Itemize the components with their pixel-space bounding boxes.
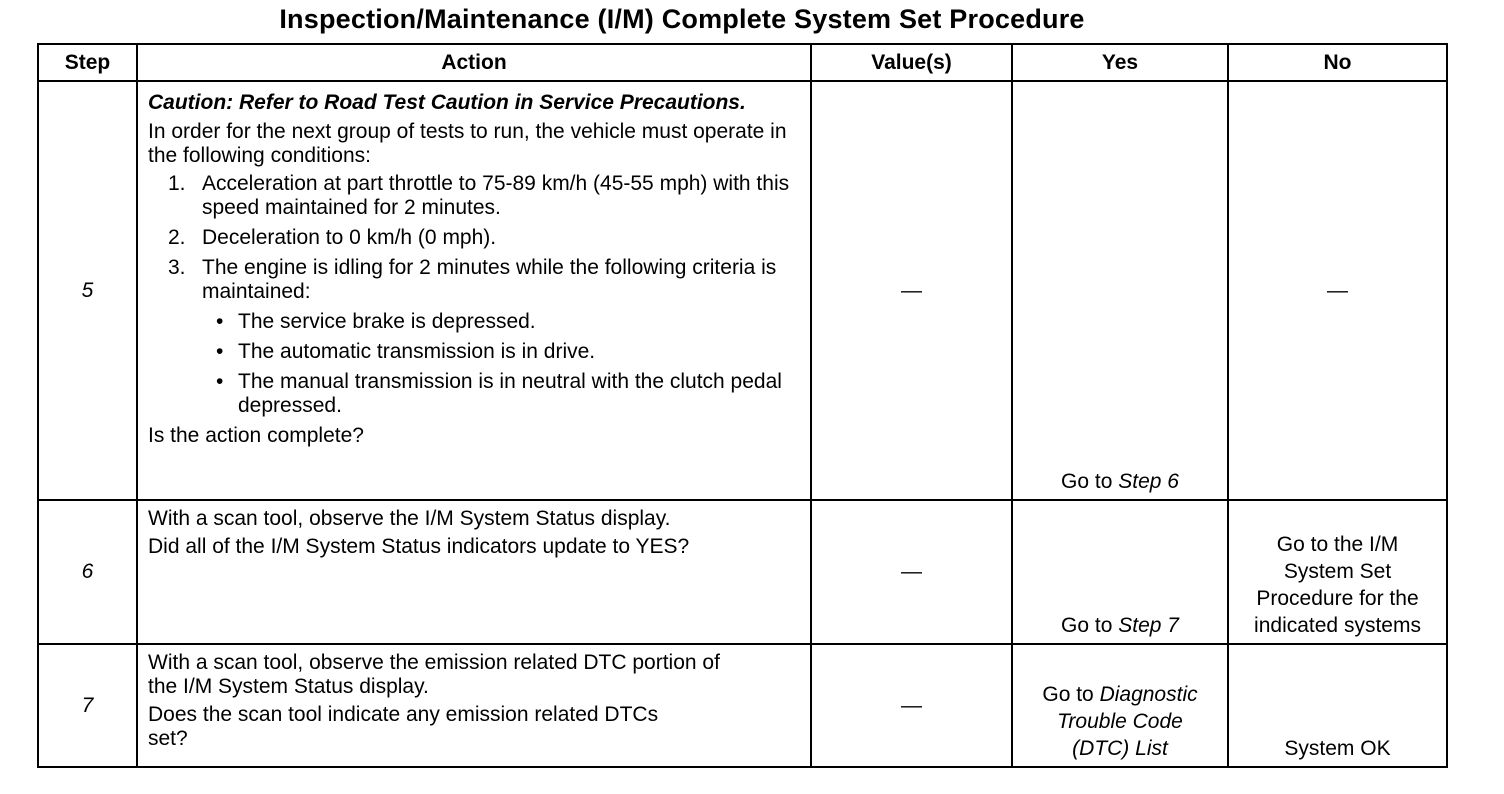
action-intro: In order for the next group of tests to run, the vehicle must operate in the following conditions: — [148, 120, 787, 167]
value-cell: — — [811, 81, 1012, 500]
header-action: Action — [137, 44, 811, 81]
yes-cell — [1012, 500, 1228, 644]
procedure-table — [37, 43, 1448, 768]
yes-link[interactable]: Step 7 — [1118, 614, 1179, 637]
bullet-item — [216, 370, 800, 418]
no-link[interactable]: Go to the I/M System Set Procedure for the indicated systems — [1254, 533, 1421, 637]
step-number: 6 — [38, 500, 137, 644]
yes-prefix: Go to — [1061, 614, 1119, 637]
header-row — [38, 44, 1447, 81]
yes-link[interactable]: Diagnostic Trouble Code (DTC) List — [1057, 683, 1198, 760]
caution-text: Caution: Refer to Road Test Caution in Service Precautions. — [148, 91, 746, 114]
action-question: Is the action complete? — [148, 424, 364, 447]
list-number: 3. — [168, 256, 186, 279]
table-row — [38, 644, 1447, 767]
no-cell: — — [1228, 81, 1447, 500]
table-row — [38, 500, 1447, 644]
yes-link[interactable]: Step 6 — [1118, 470, 1179, 493]
bullet-text: The manual transmission is in neutral with the clutch pedal depressed. — [238, 370, 782, 417]
list-number: 1. — [168, 172, 186, 195]
yes-cell — [1012, 81, 1228, 500]
no-cell: System OK — [1228, 644, 1447, 767]
bullet-text: The service brake is depressed. — [238, 310, 536, 333]
yes-cell — [1012, 644, 1228, 767]
page-title: Inspection/Maintenance (I/M) Complete System Set Procedure — [279, 4, 1085, 34]
bullet-icon: • — [216, 340, 224, 363]
action-line: With a scan tool, observe the emission related DTC portion of the I/M System Status display. — [148, 651, 720, 698]
list-item — [168, 226, 800, 250]
step-number: 7 — [38, 644, 137, 767]
table-row — [38, 81, 1447, 500]
header-yes: Yes — [1012, 44, 1228, 81]
action-line: With a scan tool, observe the I/M System Status display. — [148, 507, 671, 530]
bullet-text: The automatic transmission is in drive. — [238, 340, 596, 363]
action-question: Does the scan tool indicate any emission related DTCs set? — [148, 703, 659, 750]
header-step: Step — [38, 44, 137, 81]
yes-prefix: Go to — [1042, 683, 1100, 706]
list-text: The engine is idling for 2 minutes while the following criteria is maintained: — [202, 256, 777, 303]
list-text: Acceleration at part throttle to 75-89 km/h (45-55 mph) with this speed maintained for 2 minutes. — [202, 172, 790, 219]
value-cell: — — [811, 500, 1012, 644]
action-cell — [137, 500, 811, 644]
bullet-item — [216, 340, 800, 364]
list-item — [168, 256, 800, 304]
yes-prefix: Go to — [1061, 470, 1119, 493]
no-cell — [1228, 500, 1447, 644]
action-cell — [137, 644, 811, 767]
header-values: Value(s) — [811, 44, 1012, 81]
value-cell: — — [811, 644, 1012, 767]
list-item — [168, 172, 800, 220]
bullet-icon: • — [216, 310, 224, 333]
header-no: No — [1228, 44, 1447, 81]
bullet-icon: • — [216, 370, 224, 393]
bullet-item — [216, 310, 800, 334]
step-number: 5 — [38, 81, 137, 500]
list-number: 2. — [168, 226, 186, 249]
action-cell — [137, 81, 811, 500]
action-question: Did all of the I/M System Status indicators update to YES? — [148, 535, 690, 558]
list-text: Deceleration to 0 km/h (0 mph). — [202, 226, 497, 249]
